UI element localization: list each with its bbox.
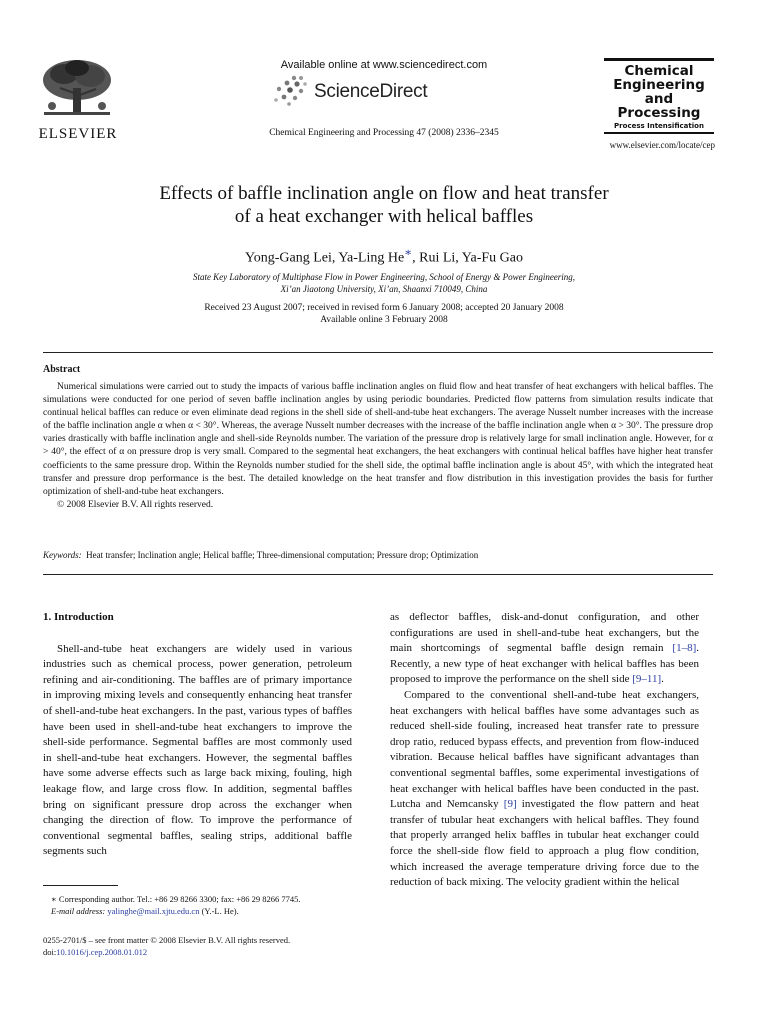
publisher-name: ELSEVIER [38,126,118,142]
article-dates [0,302,768,326]
intro-text-segment: Compared to the conventional shell-and-tube heat exchangers, heat exchangers with helical baffles have some advantages such as reduced shell-side fouling, increased heat transfer rate to pressure drop ratio, reduced bypass effects, and prevention from flow-induced vibration. Because helical baffles have significant advantages than conventional segmental baffles, some experimental investigations of heat exchanger with helical baffles have been conducted in the past. Lutcha and Nemcansky [390,688,699,811]
abstract-text: Numerical simulations were carried out to study the impacts of various baffle inclination angles on fluid flow and heat transfer of heat exchangers with helical baffles. The simulations were conducted for one period of seven baffle inclination angles by using periodic boundaries. Predicted flow patterns from simulation results indicate that continual helical baffles can reduce or even eliminate dead regions in the shell side of shell-and-tube heat exchangers. The average Nusselt number increases with the increase of the baffle inclination angle α when α < 30°. Whereas, the average Nusselt number decreases with the increase of the baffle inclination angle when α > 30°. The pressure drop varies drastically with baffle inclination angle and shell-side Reynolds number. The variation of the pressure drop is relatively large for small inclination angle. However, for α > 40°, the effect of α on pressure drop is very small. Compared to the segmental heat exchangers, the heat exchangers with continual helical baffles have higher heat transfer coefficients to the same pressure drop. Within the Reynolds number studied for the shell side, the optimal baffle inclination angle is about 45°, with which the integrated heat transfer and pressure drop performance is the best. The detailed knowledge on the heat transfer and flow distribution in this investigation provides the basis for further optimization of shell-and-tube heat exchangers. [43,382,713,497]
footnote-mark: ∗ [51,894,57,904]
abstract-body [43,381,713,512]
intro-text-segment: investigated the flow pattern and heat transfer of tubular heat exchangers with helical baffles. They found that properly arranged helix baffles in tubular heat exchanger could force the shell-side flow field to approach a plug flow condition, which increased the average temperature driving force due to the reduction of back mixing. The velocity gradient within the helical [390,798,699,889]
keywords [43,550,713,560]
footnote-divider [43,885,118,886]
doi-link[interactable]: 10.1016/j.cep.2008.01.012 [56,947,148,957]
available-date: Available online 3 February 2008 [320,315,448,325]
available-online-text: Available online at www.sciencedirect.com [280,59,488,71]
journal-logo-line-1: Chemical [624,63,694,79]
email-link[interactable]: yalinghe@mail.xjtu.edu.cn [107,906,200,916]
intro-paragraph-2 [390,688,699,891]
footnote-contact [43,893,363,905]
abstract-heading: Abstract [43,364,81,375]
sciencedirect-logo [270,74,490,108]
article-title [0,182,768,228]
affiliation-line-1: State Key Laboratory of Multiphase Flow in Power Engineering, School of Energy & Power Engineering, [192,272,576,282]
corresponding-author-link[interactable]: ∗ [404,246,413,259]
journal-logo [604,58,714,134]
citation-link[interactable]: [9–11] [632,673,662,686]
sciencedirect-dots-icon [270,74,310,106]
intro-text-segment: as deflector baffles, disk-and-donut configuration, and other configurations are used in shell-and-tube heat exchangers, but the main shortcomings of segmental baffle design remain [390,611,699,655]
affiliation [0,271,768,295]
affiliation-line-2: Xi’an Jiaotong University, Xi’an, Shaanxi 710049, China [280,284,488,294]
article-title-line-2: of a heat exchanger with helical baffles [234,206,534,227]
intro-text-segment: . [661,673,664,686]
article-title-line-1: Effects of baffle inclination angle on flow and heat transfer [159,183,609,204]
citation-link[interactable]: [9] [503,798,517,811]
doi-label: doi: [43,947,57,957]
authors-rest: , Rui Li, Ya-Fu Gao [412,250,523,266]
right-column [390,610,699,891]
journal-citation: Chemical Engineering and Processing 47 (2008) 2336–2345 [269,128,499,138]
received-dates: Received 23 August 2007; received in revised form 6 January 2008; accepted 20 January 2008 [204,303,564,313]
journal-logo-subtitle: Process Intensification [614,122,704,130]
journal-logo-line-4: Processing [617,105,701,121]
sciencedirect-wordmark: ScienceDirect [314,81,428,102]
footnote [43,893,363,917]
intro-paragraph-1: Shell-and-tube heat exchangers are widely used in various industries such as chemical process, power generation, petroleum refining and air-conditioning. The baffles are of primary importance in improving mixing levels and consequently enhancing heat transfer of shell-and-tube heat exchangers. In the past, various types of baffles have been used in shell-and-tube heat exchangers to improve the shell-side performance. Segmental baffles are most commonly used in shell-and-tube heat exchangers. However, the segmental baffles have some adverse effects such as large back mixing, fouling, high leakage flow, and large cross flow. In addition, segmental baffles bring on significant pressure drop across the exchanger when changing the direction of flow. To improve the performance of conventional segmental baffles, sealing strips, additional baffle segments such [43,642,352,858]
section-heading-introduction: 1. Introduction [43,611,114,623]
citation-link[interactable]: [1–8] [672,642,697,655]
abstract-top-divider [43,352,713,353]
doi-line [43,946,383,958]
issn-line: 0255-2701/$ – see front matter © 2008 Elsevier B.V. All rights reserved. [43,935,291,945]
intro-text-segment: . Recently, a new type of heat exchanger with helical baffles has been proposed to improve the performance on the shell side [390,642,699,686]
journal-url: www.elsevier.com/locate/cep [609,140,715,150]
front-matter [43,934,383,958]
abstract-copyright: © 2008 Elsevier B.V. All rights reserved. [57,499,214,510]
authors-first: Yong-Gang Lei, Ya-Ling He [245,250,405,266]
left-column [43,610,352,860]
keywords-text: Heat transfer; Inclination angle; Helical baffle; Three-dimensional computation; Pressure drop; Optimization [86,550,479,560]
journal-logo-line-2: Engineering [613,77,705,93]
keywords-label: Keywords: [43,550,82,560]
footnote-email [43,905,363,917]
email-label: E-mail address: [51,906,106,916]
email-suffix: (Y.-L. He). [199,906,239,916]
keywords-bottom-divider [43,574,713,575]
footnote-contact-text: Corresponding author. Tel.: +86 29 8266 3300; fax: +86 29 8266 7745. [56,894,301,904]
intro-paragraph-1-continued [390,610,699,688]
journal-logo-line-3: and [644,91,674,107]
author-list [0,245,768,267]
